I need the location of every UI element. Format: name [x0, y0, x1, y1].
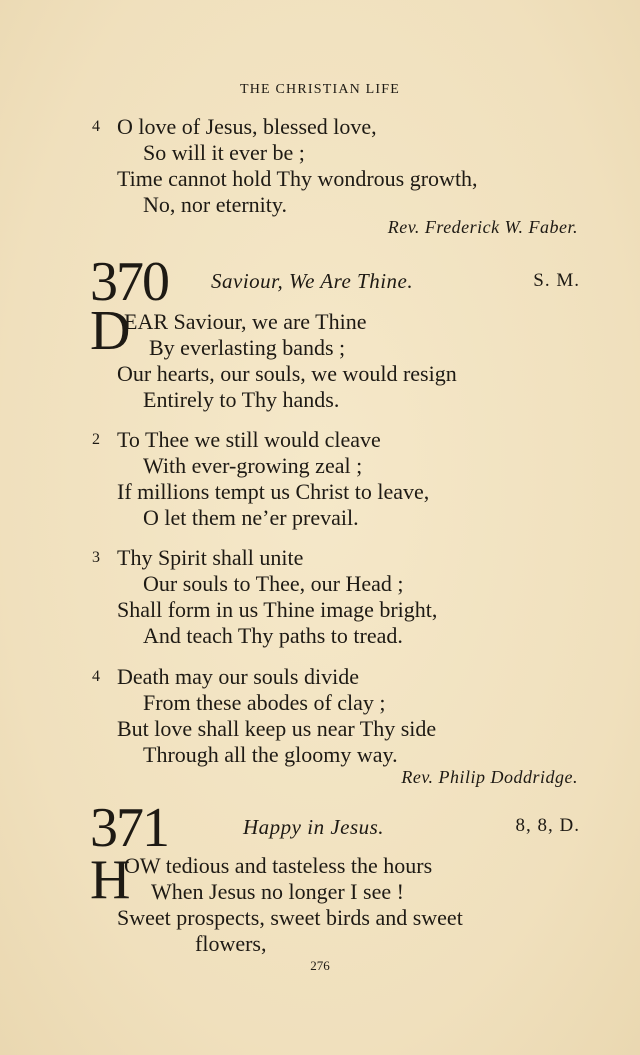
verse-line: To Thee we still would cleave — [117, 427, 381, 452]
verse-line: No, nor eternity. — [143, 192, 287, 217]
stanza-number: 4 — [92, 118, 100, 135]
verse-line: If millions tempt us Christ to leave, — [117, 479, 430, 504]
hymn-author: Rev. Frederick W. Faber. — [387, 217, 578, 237]
verse-line: By everlasting bands ; — [149, 335, 346, 360]
page-number: 276 — [310, 958, 330, 973]
verse-line: Death may our souls divide — [117, 664, 359, 689]
drop-cap: D — [90, 300, 131, 362]
stanza-number: 2 — [92, 431, 100, 448]
verse-line: Our souls to Thee, our Head ; — [143, 571, 404, 596]
verse-line: With ever-growing zeal ; — [143, 453, 363, 478]
verse-line: Entirely to Thy hands. — [143, 387, 340, 412]
verse-line: Sweet prospects, sweet birds and sweet — [117, 905, 463, 930]
verse-line: When Jesus no longer I see ! — [151, 879, 404, 904]
verse-line: And teach Thy paths to tread. — [143, 623, 403, 648]
verse-line: EAR Saviour, we are Thine — [124, 309, 367, 334]
verse-line: OW tedious and tasteless the hours — [124, 853, 433, 878]
verse-line: flowers, — [195, 931, 267, 956]
hymn-meter: S. M. — [533, 270, 580, 291]
verse-line: But love shall keep us near Thy side — [117, 716, 437, 741]
verse-line: Time cannot hold Thy wondrous growth, — [117, 166, 478, 191]
verse-line: From these abodes of clay ; — [143, 690, 386, 715]
verse-line: O let them ne’er prevail. — [143, 505, 359, 530]
verse-line: Our hearts, our souls, we would resign — [117, 361, 457, 386]
verse-line: Thy Spirit shall unite — [117, 545, 304, 570]
hymn-title: Saviour, We Are Thine. — [211, 269, 414, 293]
verse-line: Through all the gloomy way. — [143, 742, 398, 767]
hymn-title: Happy in Jesus. — [243, 815, 385, 839]
stanza-number: 4 — [92, 668, 100, 685]
hymn-number: 370 — [90, 251, 168, 313]
hymn-meter: 8, 8, D. — [515, 815, 580, 836]
verse-line: Shall form in us Thine image bright, — [117, 597, 438, 622]
stanza-number: 3 — [92, 549, 100, 566]
drop-cap: H — [90, 849, 131, 911]
verse-line: O love of Jesus, blessed love, — [117, 114, 377, 139]
running-head: THE CHRISTIAN LIFE — [239, 82, 401, 97]
verse-line: So will it ever be ; — [143, 140, 305, 165]
hymn-author: Rev. Philip Doddridge. — [401, 767, 578, 787]
hymn-number: 371 — [90, 797, 168, 859]
